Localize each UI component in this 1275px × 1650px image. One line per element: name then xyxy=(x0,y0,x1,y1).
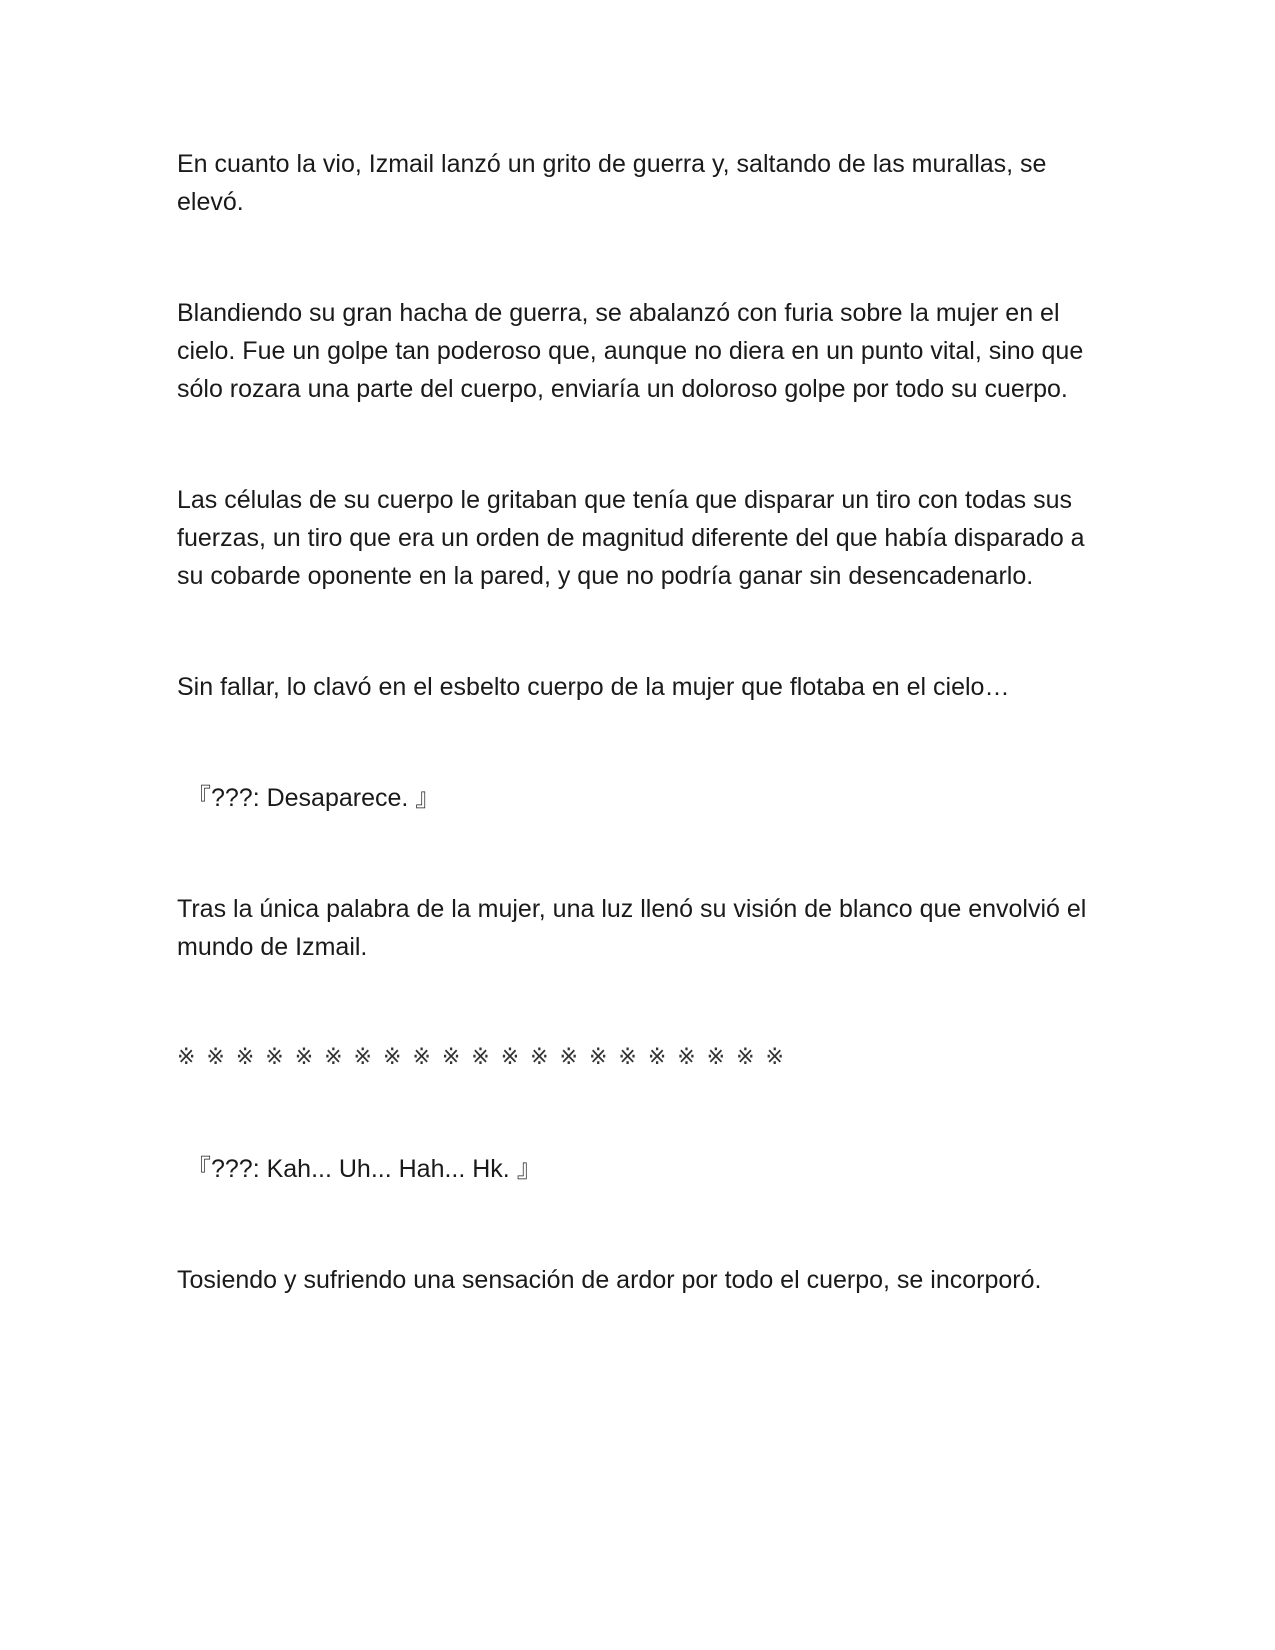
paragraph-sat-up: Tosiendo y sufriendo una sensación de ardor por todo el cuerpo, se incorporó. xyxy=(177,1266,1042,1294)
dialogue-disappear: 『???: Desaparece. 』 xyxy=(186,784,441,812)
paragraph-izmail-leaps: En cuanto la vio, Izmail lanzó un grito de guerra y, saltando de las murallas, se elevó. xyxy=(177,150,1047,216)
paragraph-axe-strike: Blandiendo su gran hacha de guerra, se abalanzó con furia sobre la mujer en el cielo. Fue un golpe tan poderoso que, aunque no diera en un punto vital, sino que sólo rozara una parte del cuerpo, enviaría un doloroso golpe por todo su cuerpo. xyxy=(177,299,1084,403)
paragraph-white-light: Tras la única palabra de la mujer, una luz llenó su visión de blanco que envolvió el mundo de Izmail. xyxy=(177,895,1087,961)
paragraph-nailed-it: Sin fallar, lo clavó en el esbelto cuerpo de la mujer que flotaba en el cielo… xyxy=(177,673,1010,701)
paragraph-body-cells: Las células de su cuerpo le gritaban que tenía que disparar un tiro con todas sus fuerzas, un tiro que era un orden de magnitud diferente del que había disparado a su cobarde oponente en la pared, y que no podría ganar sin desencadenarlo. xyxy=(177,486,1085,590)
scene-separator: ※ ※ ※ ※ ※ ※ ※ ※ ※ ※ ※ ※ ※ ※ ※ ※ ※ ※ ※ ※ ※ xyxy=(177,1045,786,1070)
dialogue-coughing: 『???: Kah... Uh... Hah... Hk. 』 xyxy=(186,1155,542,1183)
document-body xyxy=(177,145,1107,1372)
